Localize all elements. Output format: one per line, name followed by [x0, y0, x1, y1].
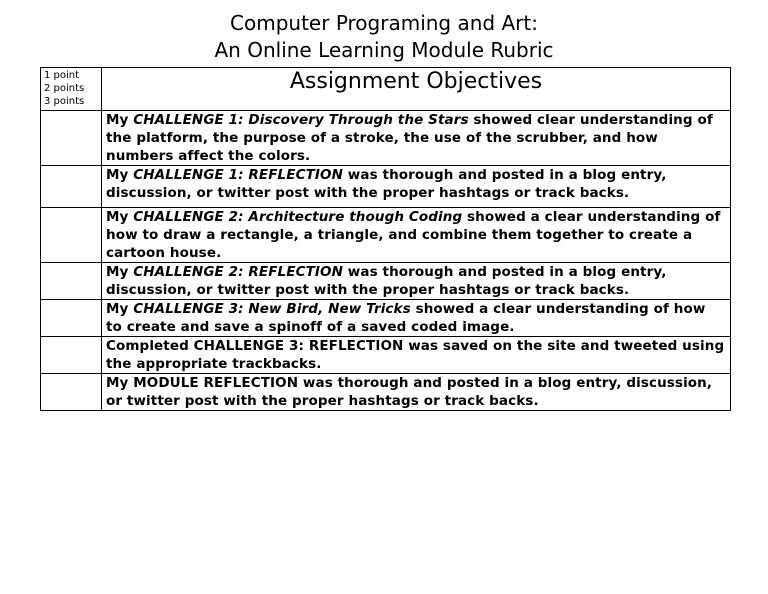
objective-cell: [102, 111, 731, 166]
points-cell[interactable]: [41, 166, 102, 208]
points-cell[interactable]: [41, 300, 102, 337]
objective-text: My MODULE REFLECTION was thorough and posted in a blog entry, discussion, or twitter post with the proper hashtags or track backs.: [106, 375, 713, 409]
objective-text: showed clear understanding of the platform, the purpose of a stroke, the use of the scrubber, and how numbers affect the colors.: [106, 112, 713, 164]
points-label: 3 points: [44, 96, 85, 107]
points-label: 1 point: [44, 70, 80, 81]
objective-prefix: My: [106, 301, 134, 317]
table-row: [41, 337, 731, 374]
objective-text: showed a clear understanding of how to draw a rectangle, a triangle, and combine them together to create a cartoon house.: [106, 209, 721, 261]
header-row: [41, 68, 731, 111]
objective-cell: [102, 208, 731, 263]
objective-emphasis: CHALLENGE 1: Discovery Through the Stars: [133, 112, 469, 128]
points-cell[interactable]: [41, 111, 102, 166]
objective-text: was thorough and posted in a blog entry, discussion, or twitter post with the proper hashtags or track backs.: [106, 167, 667, 201]
objective-emphasis: CHALLENGE 1: REFLECTION: [133, 167, 343, 183]
title-line-2: An Online Learning Module Rubric: [214, 38, 554, 62]
objective-emphasis: CHALLENGE 3: New Bird, New Tricks: [133, 301, 411, 317]
objective-text: was thorough and posted in a blog entry, discussion, or twitter post with the proper hashtags or track backs.: [106, 264, 667, 298]
points-cell[interactable]: [41, 337, 102, 374]
objective-cell: [102, 300, 731, 337]
table-row: [41, 166, 731, 208]
objective-cell: [102, 374, 731, 411]
objectives-header: Assignment Objectives: [102, 68, 731, 111]
document-title: [0, 10, 768, 64]
objective-prefix: My: [106, 264, 134, 280]
objective-emphasis: CHALLENGE 2: Architecture though Coding: [133, 209, 463, 225]
table-row: [41, 300, 731, 337]
objective-text: Completed CHALLENGE 3: REFLECTION was saved on the site and tweeted using the appropriate trackbacks.: [106, 338, 725, 372]
rubric-table: [40, 67, 731, 411]
objective-prefix: My: [106, 167, 134, 183]
points-cell[interactable]: [41, 208, 102, 263]
table-row: [41, 263, 731, 300]
table-row: [41, 208, 731, 263]
table-row: [41, 111, 731, 166]
table-row: [41, 374, 731, 411]
points-cell[interactable]: [41, 374, 102, 411]
points-label: 2 points: [44, 83, 85, 94]
objective-emphasis: CHALLENGE 2: REFLECTION: [133, 264, 343, 280]
objective-cell: [102, 337, 731, 374]
objective-cell: [102, 263, 731, 300]
objective-prefix: My: [106, 112, 134, 128]
objective-text: showed a clear understanding of how to create and save a spinoff of a saved coded image.: [106, 301, 706, 335]
points-cell[interactable]: [41, 263, 102, 300]
title-line-1: Computer Programing and Art:: [230, 11, 538, 35]
points-header-cell: [41, 68, 102, 111]
objective-prefix: My: [106, 209, 134, 225]
objective-cell: [102, 166, 731, 208]
